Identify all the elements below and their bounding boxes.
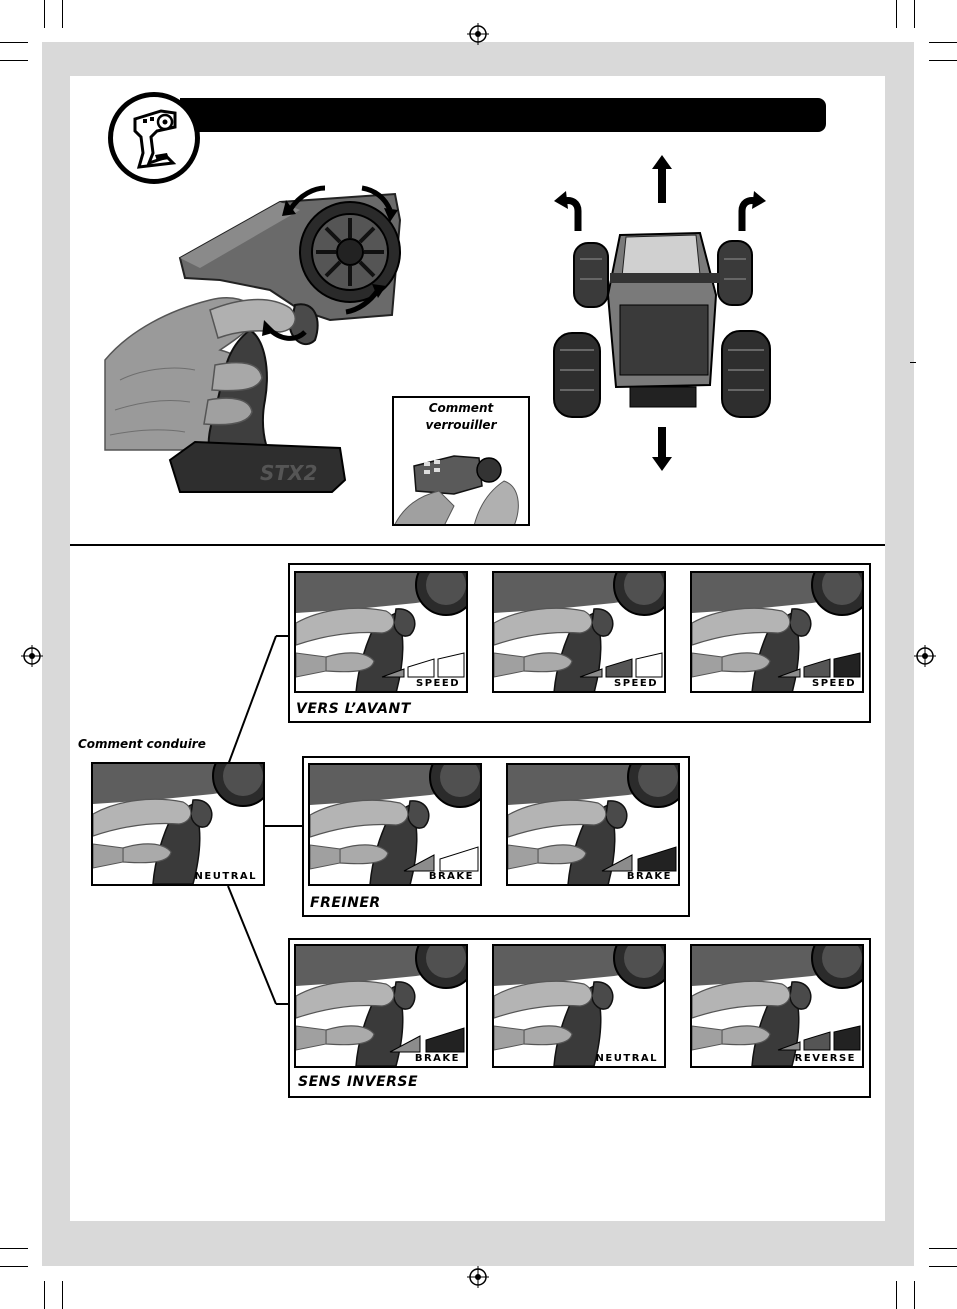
brake-frame-1 [308, 763, 482, 886]
level-bar-1 [778, 669, 800, 677]
level-bar-1 [390, 1036, 420, 1052]
lock-caption-line2: verrouiller [425, 418, 497, 432]
level-bar-1 [404, 855, 434, 871]
brake-label: BRAKE [428, 871, 474, 882]
reverse-frame-2 [492, 944, 666, 1068]
level-bar-2 [804, 659, 830, 677]
reverse-label: REVERSE [794, 1053, 856, 1064]
level-bar-1 [580, 669, 602, 677]
level-bar-2 [606, 659, 632, 677]
neutral-frame [91, 762, 265, 886]
level-bar-3 [834, 653, 860, 677]
forward-frame-1 [294, 571, 468, 693]
level-bar-2 [440, 847, 478, 871]
speed-label: SPEED [812, 678, 856, 689]
level-bars-icon [776, 1024, 862, 1054]
level-bar-1 [382, 669, 404, 677]
level-bar-3 [438, 653, 464, 677]
forward-title: VERS L’AVANT [296, 701, 411, 717]
lock-caption-line1: Comment [428, 401, 494, 415]
drive-caption: Comment conduire [78, 737, 206, 751]
level-bar-3 [834, 1026, 860, 1050]
level-bar-3 [636, 653, 662, 677]
reverse-frame-3 [690, 944, 864, 1068]
level-bar-2 [408, 659, 434, 677]
brake-label: BRAKE [414, 1053, 460, 1064]
forward-frame-3 [690, 571, 864, 693]
product-logo: STX2 [260, 461, 318, 485]
level-bar-1 [602, 855, 632, 871]
brake-frame-2 [506, 763, 680, 886]
speed-label: SPEED [614, 678, 658, 689]
level-bar-2 [426, 1028, 464, 1052]
speed-label: SPEED [416, 678, 460, 689]
trigger-hand-illustration [494, 946, 664, 1066]
brake-label: BRAKE [626, 871, 672, 882]
level-bar-2 [804, 1032, 830, 1050]
brake-title: FREINER [310, 895, 381, 911]
trigger-hand-illustration [93, 764, 263, 884]
reverse-frame-1 [294, 944, 468, 1068]
level-bar-1 [778, 1042, 800, 1050]
forward-frame-2 [492, 571, 666, 693]
level-bars-icon [380, 651, 466, 681]
reverse-title: SENS INVERSE [298, 1074, 419, 1090]
level-bars-icon [578, 651, 664, 681]
neutral-label: NEUTRAL [194, 871, 257, 882]
neutral-label: NEUTRAL [595, 1053, 658, 1064]
level-bar-2 [638, 847, 676, 871]
level-bars-icon [388, 1026, 466, 1056]
level-bars-icon [776, 651, 862, 681]
